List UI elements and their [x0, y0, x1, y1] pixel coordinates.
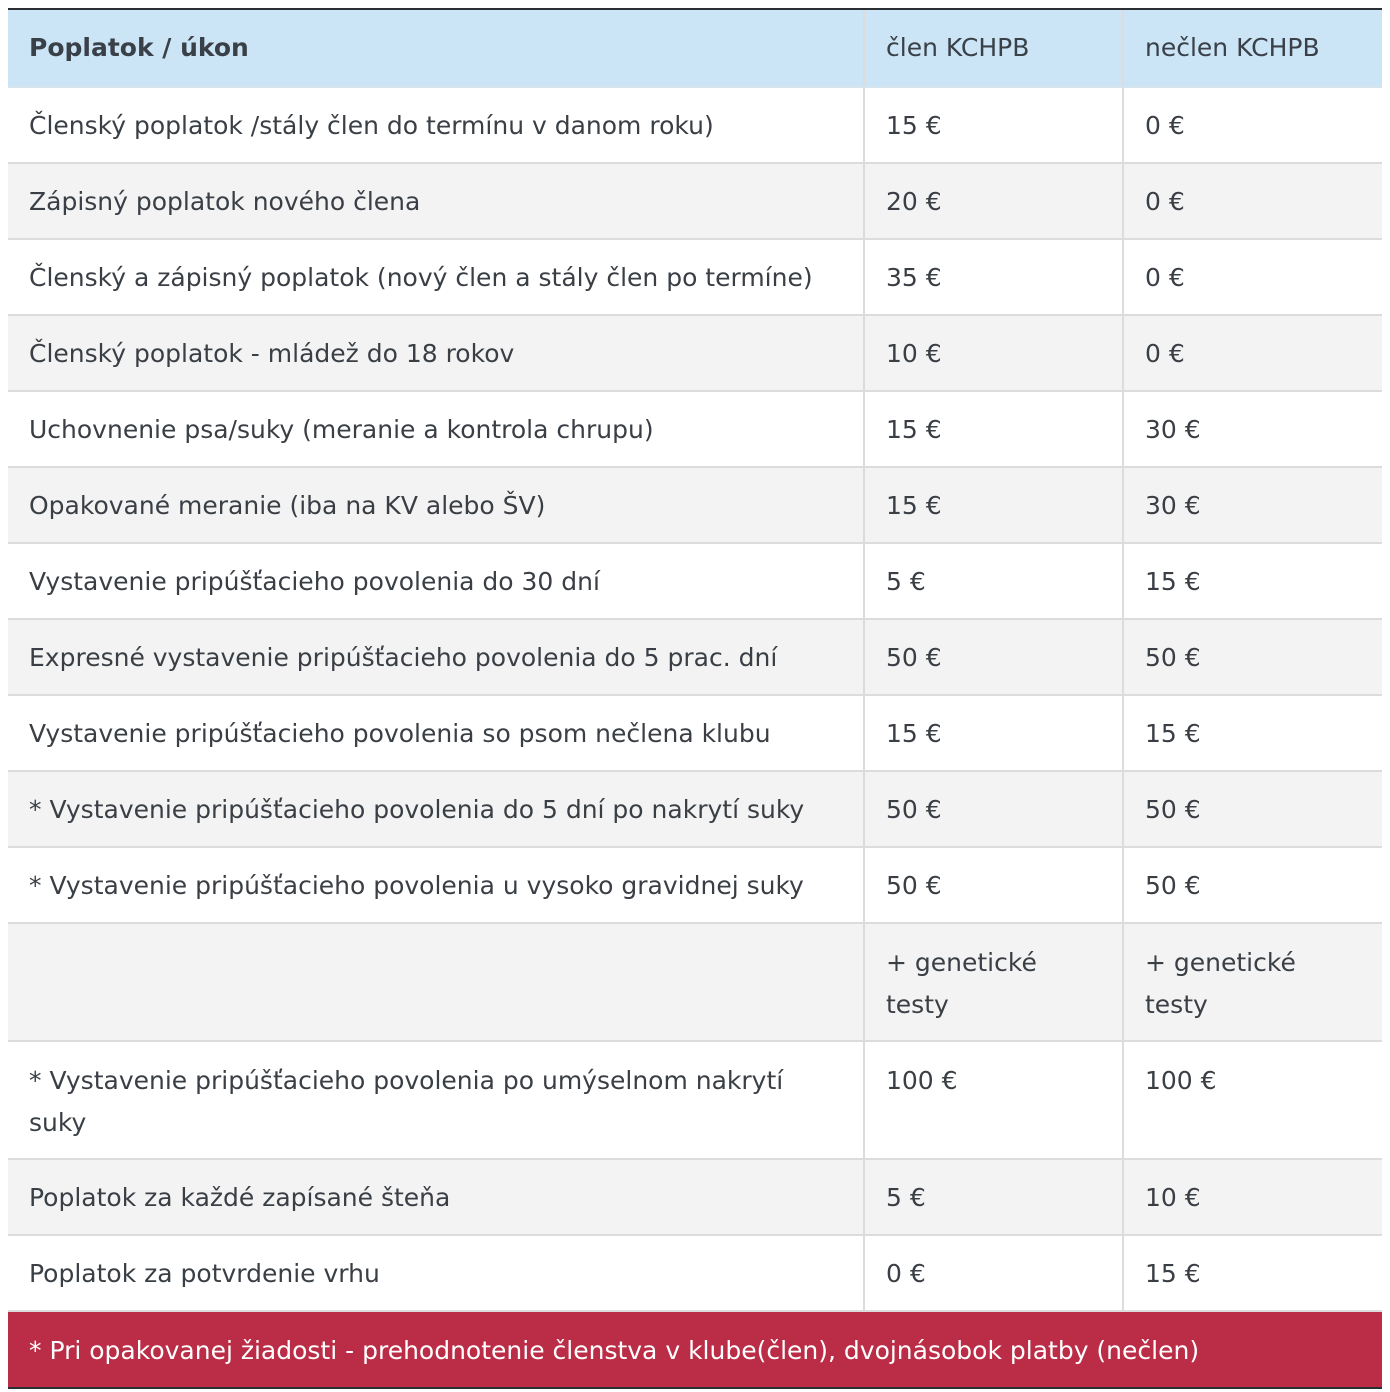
cell-fee-action: Členský poplatok - mládež do 18 rokov — [8, 315, 864, 391]
table-row — [8, 543, 1382, 619]
footer-note-row — [8, 1311, 1382, 1387]
cell-non-member-price: 0 € — [1123, 239, 1382, 315]
table-row — [8, 695, 1382, 771]
table-row — [8, 239, 1382, 315]
cell-non-member-price: 0 € — [1123, 87, 1382, 163]
cell-member-price: 5 € — [864, 1159, 1123, 1235]
cell-member-price: 50 € — [864, 619, 1123, 695]
cell-non-member-price: 30 € — [1123, 467, 1382, 543]
cell-non-member-price: + genetické testy — [1123, 923, 1382, 1041]
table-row — [8, 87, 1382, 163]
cell-fee-action — [8, 923, 864, 1041]
cell-non-member-price: 15 € — [1123, 695, 1382, 771]
fee-table — [8, 10, 1382, 1387]
cell-member-price: 50 € — [864, 771, 1123, 847]
cell-fee-action: Vystavenie pripúšťacieho povolenia do 30 dní — [8, 543, 864, 619]
table-row — [8, 1235, 1382, 1311]
cell-fee-action: Členský a zápisný poplatok (nový člen a stály člen po termíne) — [8, 239, 864, 315]
cell-member-price: 0 € — [864, 1235, 1123, 1311]
cell-fee-action: * Vystavenie pripúšťacieho povolenia u vysoko gravidnej suky — [8, 847, 864, 923]
cell-fee-action: Poplatok za potvrdenie vrhu — [8, 1235, 864, 1311]
cell-fee-action: Členský poplatok /stály člen do termínu v danom roku) — [8, 87, 864, 163]
cell-fee-action: Uchovnenie psa/suky (meranie a kontrola chrupu) — [8, 391, 864, 467]
cell-non-member-price: 50 € — [1123, 771, 1382, 847]
cell-member-price: 15 € — [864, 467, 1123, 543]
cell-fee-action: * Vystavenie pripúšťacieho povolenia do 5 dní po nakrytí suky — [8, 771, 864, 847]
cell-fee-action: Expresné vystavenie pripúšťacieho povolenia do 5 prac. dní — [8, 619, 864, 695]
cell-non-member-price: 15 € — [1123, 1235, 1382, 1311]
fee-table-container — [8, 8, 1382, 1389]
cell-member-price: 50 € — [864, 847, 1123, 923]
table-header-row — [8, 10, 1382, 87]
cell-member-price: 15 € — [864, 87, 1123, 163]
cell-non-member-price: 10 € — [1123, 1159, 1382, 1235]
table-row — [8, 315, 1382, 391]
table-row — [8, 771, 1382, 847]
cell-fee-action: Poplatok za každé zapísané šteňa — [8, 1159, 864, 1235]
cell-member-price: 15 € — [864, 391, 1123, 467]
header-member: člen KCHPB — [864, 10, 1123, 87]
cell-non-member-price: 0 € — [1123, 315, 1382, 391]
cell-non-member-price: 100 € — [1123, 1041, 1382, 1159]
cell-fee-action: Vystavenie pripúšťacieho povolenia so psom nečlena klubu — [8, 695, 864, 771]
cell-member-price: 15 € — [864, 695, 1123, 771]
cell-member-price: + genetické testy — [864, 923, 1123, 1041]
cell-member-price: 5 € — [864, 543, 1123, 619]
table-row — [8, 923, 1382, 1041]
cell-member-price: 20 € — [864, 163, 1123, 239]
table-row — [8, 391, 1382, 467]
table-row — [8, 1159, 1382, 1235]
table-row — [8, 1041, 1382, 1159]
cell-fee-action: * Vystavenie pripúšťacieho povolenia po umýselnom nakrytí suky — [8, 1041, 864, 1159]
cell-fee-action: Zápisný poplatok nového člena — [8, 163, 864, 239]
cell-fee-action: Opakované meranie (iba na KV alebo ŠV) — [8, 467, 864, 543]
header-fee-action: Poplatok / úkon — [8, 10, 864, 87]
cell-non-member-price: 50 € — [1123, 619, 1382, 695]
cell-non-member-price: 0 € — [1123, 163, 1382, 239]
header-non-member: nečlen KCHPB — [1123, 10, 1382, 87]
cell-non-member-price: 50 € — [1123, 847, 1382, 923]
footer-note: * Pri opakovanej žiadosti - prehodnotenie členstva v klube(člen), dvojnásobok platby (nečlen) — [8, 1311, 1382, 1387]
table-row — [8, 619, 1382, 695]
cell-member-price: 35 € — [864, 239, 1123, 315]
cell-non-member-price: 15 € — [1123, 543, 1382, 619]
table-row — [8, 847, 1382, 923]
table-row — [8, 467, 1382, 543]
cell-member-price: 10 € — [864, 315, 1123, 391]
cell-member-price: 100 € — [864, 1041, 1123, 1159]
table-row — [8, 163, 1382, 239]
cell-non-member-price: 30 € — [1123, 391, 1382, 467]
